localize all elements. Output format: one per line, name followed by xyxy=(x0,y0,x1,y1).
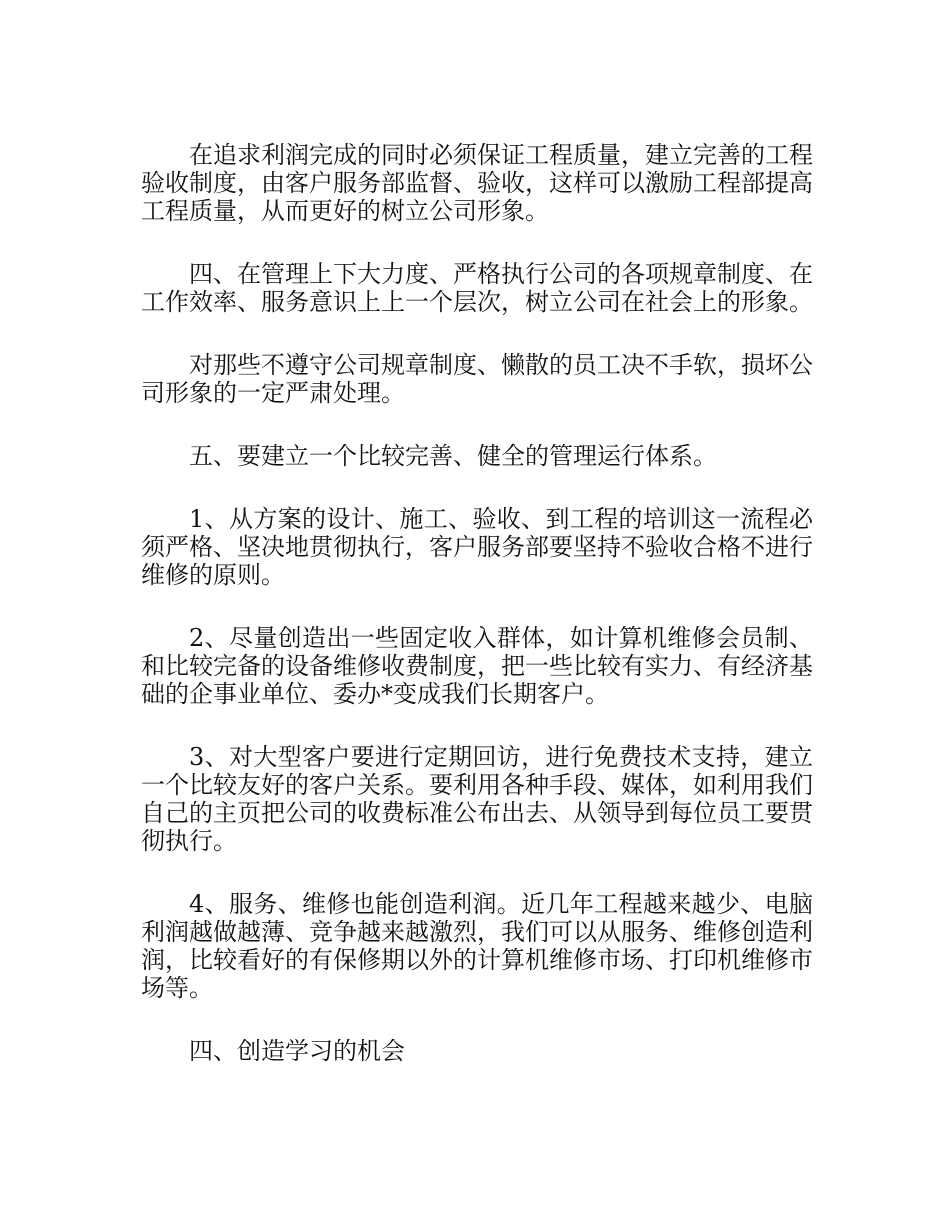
list-item-paragraph: 2、尽量创造出一些固定收入群体，如计算机维修会员制、和比较完备的设备维修收费制度，把一些比较有实力、有经济基础的企事业单位、委办*变成我们长期客户。 xyxy=(141,624,813,708)
document-body xyxy=(141,141,813,1100)
paragraph: 对那些不遵守公司规章制度、懒散的员工决不手软，损坏公司形象的一定严肃处理。 xyxy=(141,351,813,407)
list-item-paragraph: 1、从方案的设计、施工、验收、到工程的培训这一流程必须严格、坚决地贯彻执行，客户服务部要坚持不验收合格不进行维修的原则。 xyxy=(141,505,813,589)
section-heading-paragraph: 四、在管理上下大力度、严格执行公司的各项规章制度、在工作效率、服务意识上上一个层次，树立公司在社会上的形象。 xyxy=(141,260,813,316)
paragraph: 在追求利润完成的同时必须保证工程质量，建立完善的工程验收制度，由客户服务部监督、验收，这样可以激励工程部提高工程质量，从而更好的树立公司形象。 xyxy=(141,141,813,225)
list-item-paragraph: 3、对大型客户要进行定期回访，进行免费技术支持，建立一个比较友好的客户关系。要利用各种手段、媒体，如利用我们自己的主页把公司的收费标准公布出去、从领导到每位员工要贯彻执行。 xyxy=(141,743,813,855)
section-heading-paragraph: 五、要建立一个比较完善、健全的管理运行体系。 xyxy=(189,442,717,470)
section-heading-paragraph: 四、创造学习的机会 xyxy=(189,1037,405,1065)
list-item-paragraph: 4、服务、维修也能创造利润。近几年工程越来越少、电脑利润越做越薄、竞争越来越激烈，我们可以从服务、维修创造利润，比较看好的有保修期以外的计算机维修市场、打印机维修市场等。 xyxy=(141,890,813,1002)
